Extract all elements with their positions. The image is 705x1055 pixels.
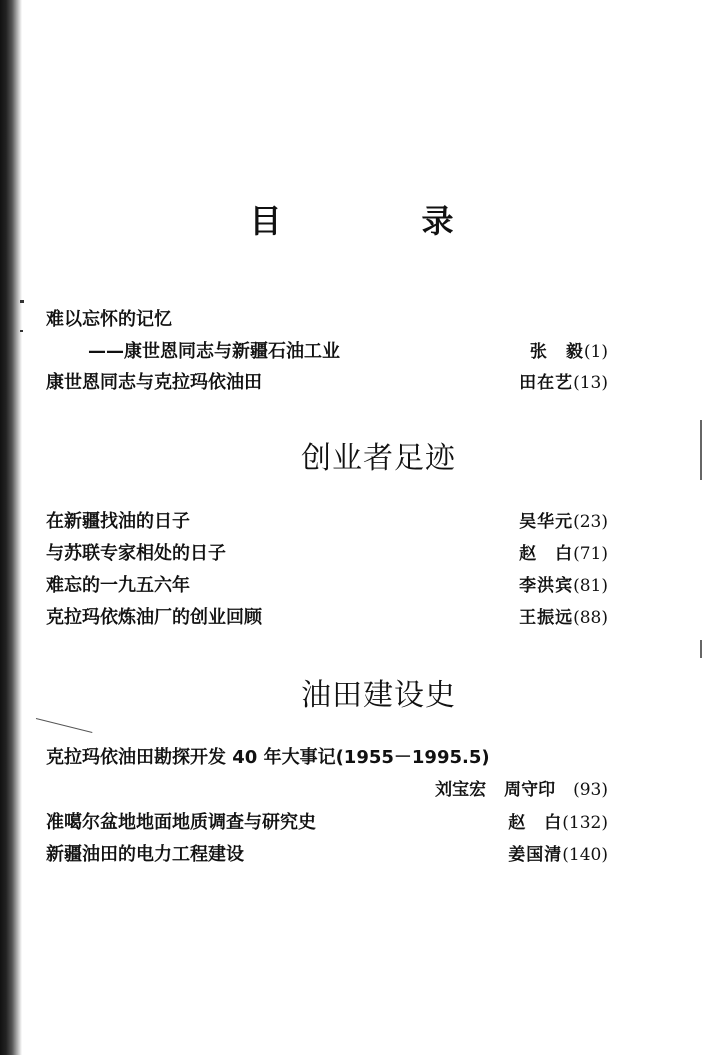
entry-page: (140) xyxy=(562,845,608,865)
page-title: 目 录 xyxy=(249,202,508,240)
scan-binding-edge xyxy=(0,0,22,1055)
entry-author-page xyxy=(519,605,608,631)
entry-page: (88) xyxy=(573,608,608,628)
entry-author-page xyxy=(508,810,608,836)
entry-author: 吴华元 xyxy=(519,512,574,532)
scan-speck xyxy=(20,330,23,332)
toc-entry xyxy=(46,307,608,333)
entry-author-page xyxy=(519,573,608,599)
entry-title: 克拉玛依油田勘探开发 40 年大事记(1955－1995.5) xyxy=(46,747,490,768)
entry-author-page xyxy=(519,509,608,535)
entry-title: 准噶尔盆地地面地质调查与研究史 xyxy=(46,812,316,833)
toc-entry xyxy=(46,573,608,599)
entry-author-page xyxy=(530,339,608,365)
entry-author: 刘宝宏 xyxy=(435,780,487,800)
entry-page: (93) xyxy=(573,780,608,800)
toc-entry xyxy=(46,605,608,631)
entry-page: (13) xyxy=(573,373,608,393)
entry-author-page xyxy=(519,541,608,567)
entry-title: 在新疆找油的日子 xyxy=(46,511,190,532)
entry-author: 周守印 (93) xyxy=(504,780,608,800)
toc-entry xyxy=(46,810,608,836)
entry-author-page xyxy=(519,370,608,396)
scan-speck xyxy=(20,300,24,303)
toc-entry xyxy=(46,541,608,567)
entry-author: 王振远 xyxy=(519,608,574,628)
entry-author: 赵 白 xyxy=(508,813,563,833)
toc-entry xyxy=(46,339,608,365)
entry-page: (81) xyxy=(573,576,608,596)
entry-author: 赵 白 xyxy=(519,544,574,564)
entry-author-page xyxy=(508,842,608,868)
toc-entry xyxy=(46,509,608,535)
section-heading: 创业者足迹 xyxy=(301,441,456,476)
entry-title: 难忘的一九五六年 xyxy=(46,575,190,596)
entry-title: 难以忘怀的记忆 xyxy=(46,309,172,330)
toc-entry xyxy=(46,745,608,771)
toc-entry xyxy=(46,842,608,868)
entry-title: 克拉玛依炼油厂的创业回顾 xyxy=(46,607,262,628)
entry-title: 与苏联专家相处的日子 xyxy=(46,543,226,564)
entry-author: 张 毅 xyxy=(529,342,584,362)
entry-page: (1) xyxy=(583,342,608,362)
entry-page: (23) xyxy=(573,512,608,532)
toc-entry-authors xyxy=(46,777,608,803)
section-heading: 油田建设史 xyxy=(301,678,456,713)
entry-title: 新疆油田的电力工程建设 xyxy=(46,844,244,865)
entry-author: 姜国清 xyxy=(508,845,563,865)
scan-stray-mark xyxy=(36,718,93,733)
entry-page: (132) xyxy=(562,813,608,833)
entry-author: 李洪宾 xyxy=(519,576,574,596)
entry-page: (71) xyxy=(573,544,608,564)
scan-right-edge xyxy=(700,640,702,658)
entry-title: ——康世恩同志与新疆石油工业 xyxy=(88,341,340,362)
entry-title: 康世恩同志与克拉玛依油田 xyxy=(46,372,262,393)
entry-author: 田在艺 xyxy=(519,373,574,393)
toc-entry xyxy=(46,370,608,396)
